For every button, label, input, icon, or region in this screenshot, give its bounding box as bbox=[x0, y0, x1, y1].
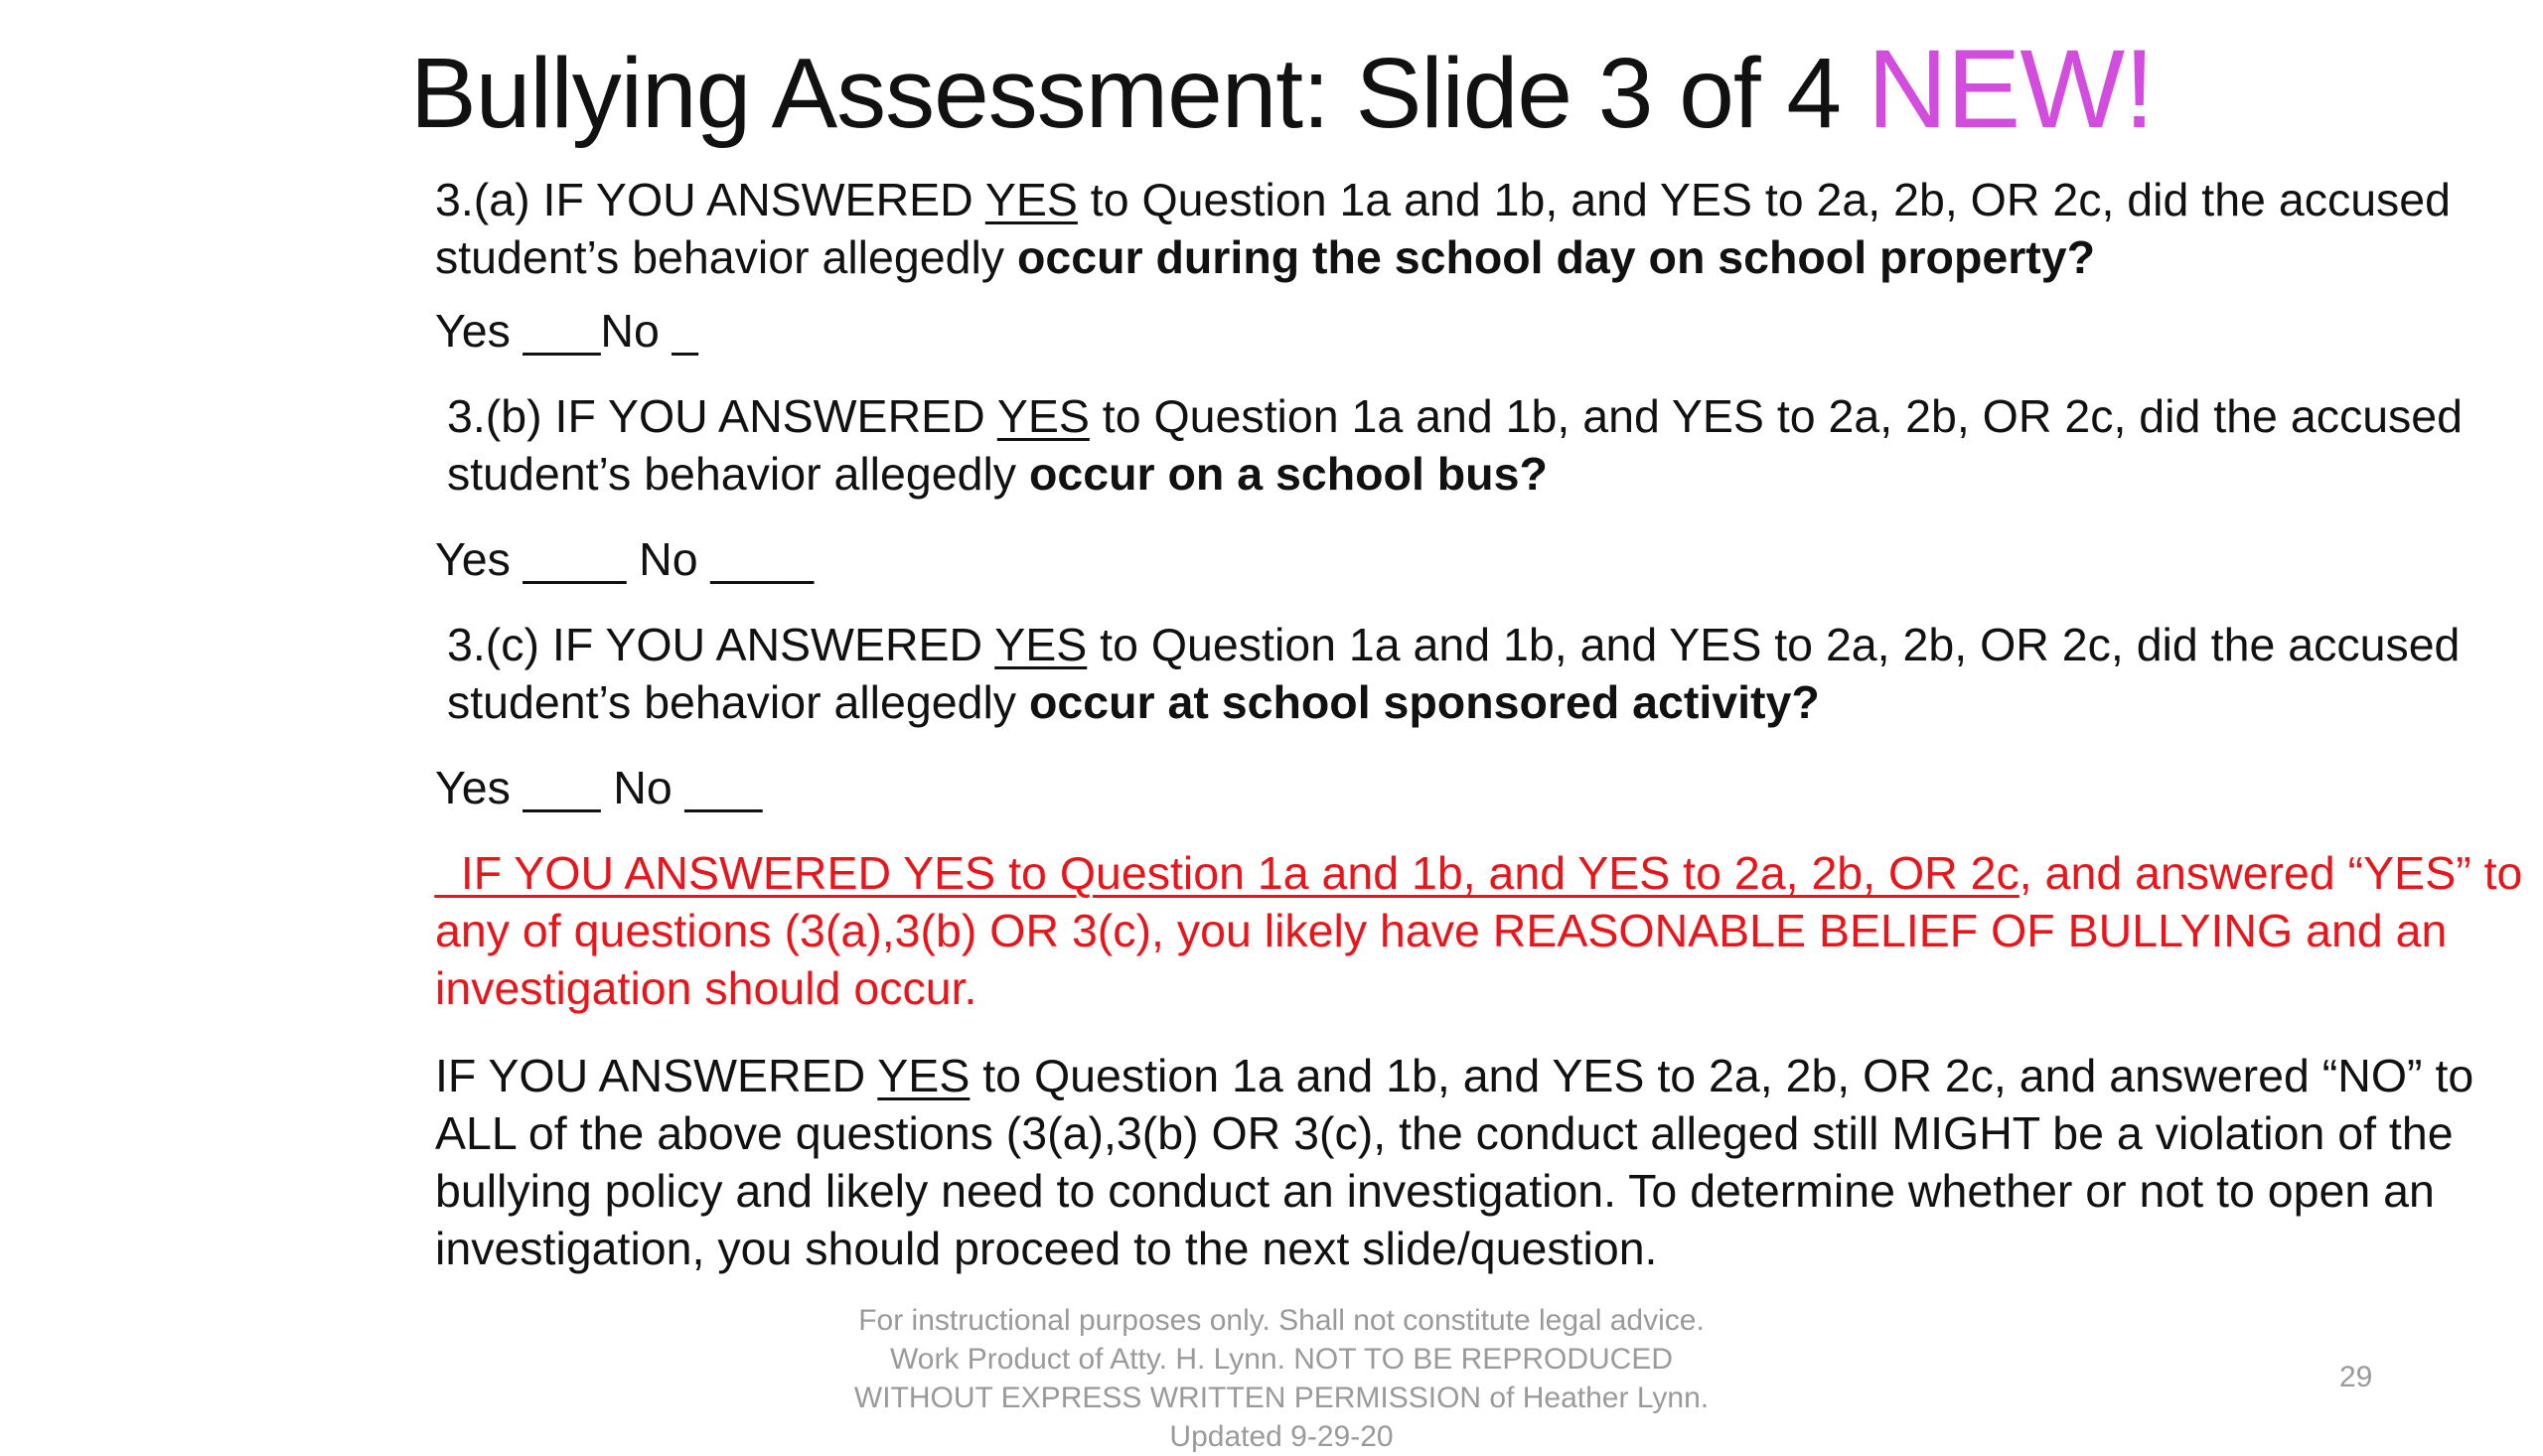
might-be-violation-note bbox=[435, 1047, 2531, 1277]
q3a-answer-line: Yes ___No _ bbox=[435, 305, 698, 357]
q3b-text: to Question 1a and 1b, and YES to 2a, 2b, OR 2c, did the accused student’s behavior allegedly bbox=[447, 390, 2464, 500]
q3c-prefix: 3.(c) IF YOU ANSWERED bbox=[447, 619, 995, 670]
question-3c bbox=[435, 616, 2531, 731]
page-number: 29 bbox=[2339, 1361, 2373, 1393]
q3c-bold: occur at school sponsored activity? bbox=[1028, 676, 1820, 728]
title-text: Bullying Assessment: Slide 3 of 4 bbox=[410, 38, 1868, 149]
new-badge: NEW! bbox=[1867, 27, 2155, 151]
slide-body bbox=[435, 171, 2531, 1277]
black-note-text: to Question 1a and 1b, and YES to 2a, 2b, OR 2c, and answered “NO” to ALL of the above questions (3(a),3(b) OR 3(c), the conduct alleged still MIGHT be a violation of the bullying policy and likely need to conduct an investigation. To determine whether or not to open an investigation, you should proceed to the next slide/question. bbox=[435, 1050, 2474, 1274]
q3c-text: to Question 1a and 1b, and YES to 2a, 2b, OR 2c, did the accused student’s behavior allegedly bbox=[447, 619, 2461, 728]
q3a-bold: occur during the school day on school property? bbox=[1016, 231, 2096, 283]
q3a-text: to Question 1a and 1b, and YES to 2a, 2b, OR 2c, did the accused student’s behavior allegedly bbox=[435, 174, 2452, 283]
red-note-text: , and answered “YES” to any of questions (3(a),3(b) OR 3(c), you likely have REASONABLE BELIEF OF BULLYING and an investigation should occur. bbox=[435, 847, 2523, 1014]
black-note-yes: YES bbox=[877, 1050, 971, 1101]
black-note-prefix: IF YOU ANSWERED bbox=[435, 1050, 878, 1101]
q3c-yes: YES bbox=[994, 619, 1088, 670]
q3c-answer-line: Yes ___ No ___ bbox=[435, 762, 763, 813]
question-3b bbox=[435, 387, 2531, 503]
slide-title bbox=[410, 27, 2155, 153]
reasonable-belief-note bbox=[435, 844, 2531, 1017]
q3a-yes: YES bbox=[984, 174, 1078, 225]
q3a-prefix: 3.(a) IF YOU ANSWERED bbox=[435, 174, 985, 225]
q3b-bold: occur on a school bus? bbox=[1028, 448, 1548, 500]
q3b-prefix: 3.(b) IF YOU ANSWERED bbox=[447, 390, 997, 442]
question-3a bbox=[435, 171, 2531, 286]
footer-disclaimer: For instructional purposes only. Shall not constitute legal advice. Work Product of Atty. H. Lynn. NOT TO BE REPRODUCED WITHOUT EXPRESS WRITTEN PERMISSION of Heather Lynn. Updated 9-29-20 bbox=[853, 1304, 1710, 1453]
q3b-yes: YES bbox=[996, 390, 1090, 442]
red-note-underlined: _IF YOU ANSWERED YES to Question 1a and 1b, and YES to 2a, 2b, OR 2c bbox=[435, 847, 2019, 899]
q3b-answer-line: Yes ____ No ____ bbox=[435, 533, 814, 585]
